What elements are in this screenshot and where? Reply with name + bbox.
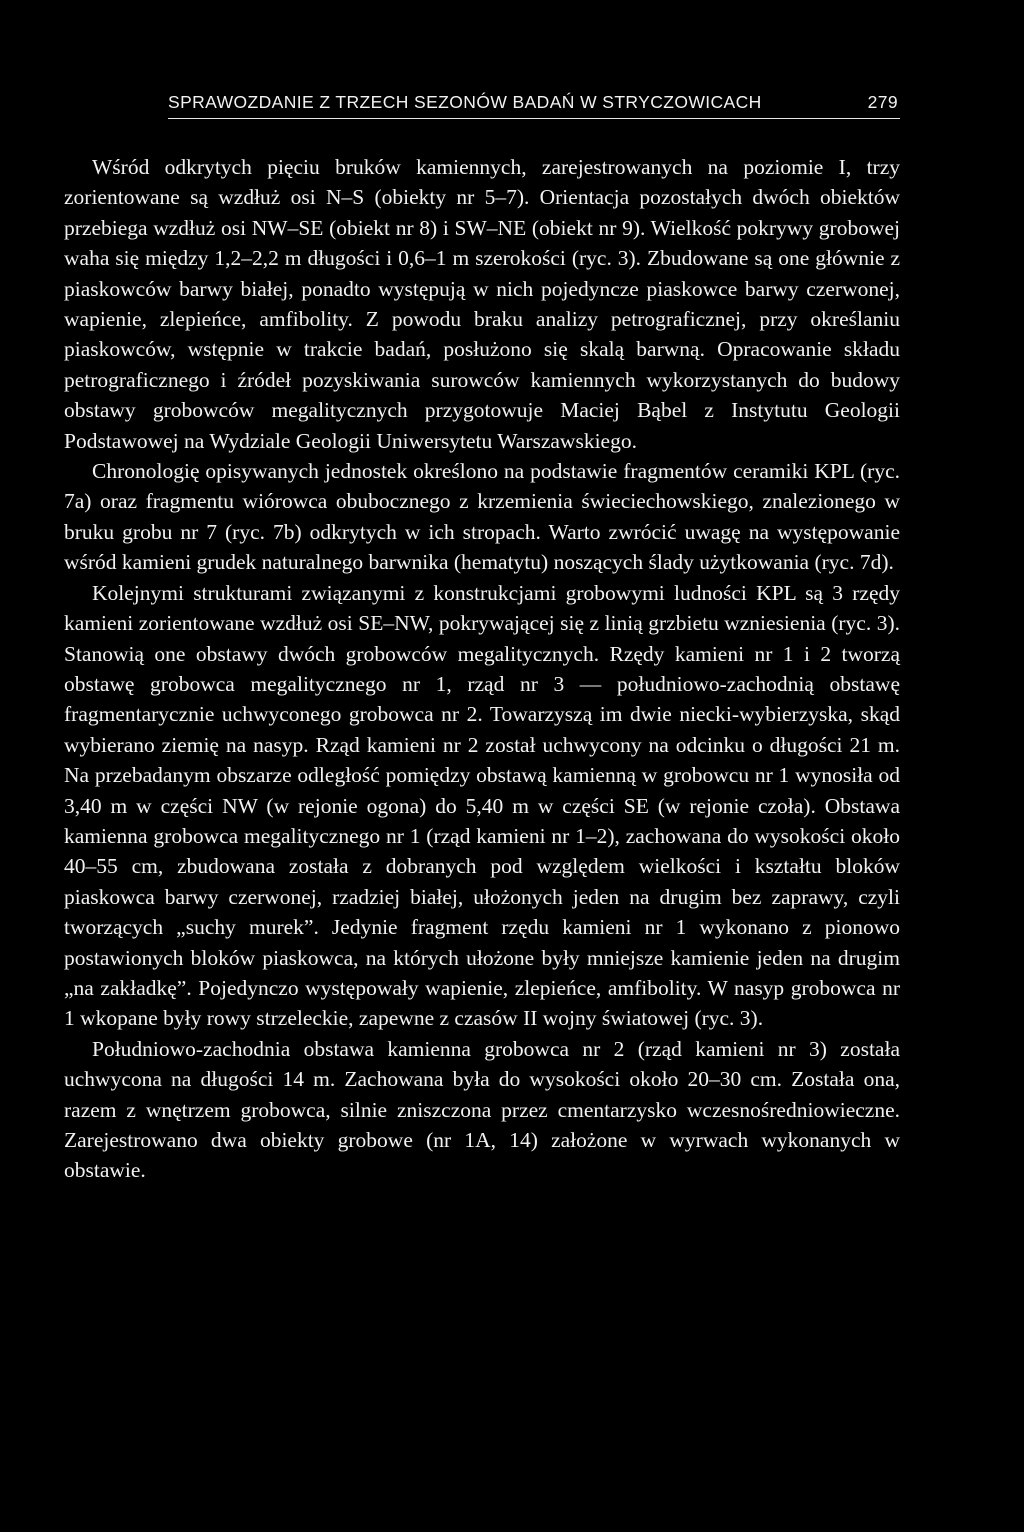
running-title: SPRAWOZDANIE Z TRZECH SEZONÓW BADAŃ W STRYCZOWICACH — [168, 92, 762, 112]
paragraph: Kolejnymi strukturami związanymi z konstrukcjami grobowymi ludności KPL są 3 rzędy kamieni zorientowane wzdłuż osi SE–NW, pokrywającej się z linią grzbietu wzniesienia (ryc. 3). Stanowią one obstawy dwóch grobowców megalitycznych. Rzędy kamieni nr 1 i 2 tworzą obstawę grobowca megalitycznego nr 1, rząd nr 3 — południowo-zachodnią obstawę fragmentarycznie uchwyconego grobowca nr 2. Towarzyszą im dwie niecki-wybierzyska, skąd wybierano ziemię na nasyp. Rząd kamieni nr 2 został uchwycony na odcinku o długości 21 m. Na przebadanym obszarze odległość pomiędzy obstawą kamienną w grobowcu nr 1 wynosiła od 3,40 m w części NW (w rejonie ogona) do 5,40 m w części SE (w rejonie czoła). Obstawa kamienna grobowca megalitycznego nr 1 (rząd kamieni nr 1–2), zachowana do wysokości około 40–55 cm, zbudowana została z dobranych pod względem wielkości i kształtu bloków piaskowca barwy czerwonej, rzadziej białej, ułożonych jeden na drugim bez zaprawy, czyli tworzących „suchy murek”. Jedynie fragment rzędu kamieni nr 1 wykonano z pionowo postawionych bloków piaskowca, na których ułożone były mniejsze kamienie jeden na drugim „na zakładkę”. Pojedynczo występowały wapienie, zlepieńce, amfibolity. W nasyp grobowca nr 1 wkopane były rowy strzeleckie, zapewne z czasów II wojny światowej (ryc. 3). — [64, 580, 900, 1031]
paragraph: Wśród odkrytych pięciu bruków kamiennych, zarejestrowanych na poziomie I, trzy zorientowane są wzdłuż osi N–S (obiekty nr 5–7). Orientacja pozostałych dwóch obiektów przebiega wzdłuż osi NW–SE (obiekt nr 8) i SW–NE (obiekt nr 9). Wielkość pokrywy grobowej waha się między 1,2–2,2 m długości i 0,6–1 m szerokości (ryc. 3). Zbudowane są one głównie z piaskowców barwy białej, ponadto występują w nich pojedyncze piaskowce barwy czerwonej, wapienie, zlepieńce, amfibolity. Z powodu braku analizy petrograficznej, przy określaniu piaskowców, wstępnie w trakcie badań, posłużono się skalą barwną. Opracowanie składu petrograficznego i źródeł pozyskiwania surowców kamiennych wykorzystanych do budowy obstawy grobowców megalitycznych przygotowuje Maciej Bąbel z Instytutu Geologii Podstawowej na Wydziale Geologii Uniwersytetu Warszawskiego. — [64, 155, 900, 453]
paragraph: Południowo-zachodnia obstawa kamienna grobowca nr 2 (rząd kamieni nr 3) została uchwycona na długości 14 m. Zachowana była do wysokości około 20–30 cm. Została ona, razem z wnętrzem grobowca, silnie zniszczona przez cmentarzysko wczesnośredniowieczne. Zarejestrowano dwa obiekty grobowe (nr 1A, 14) założone w wyrwach wykonanych w obstawie. — [64, 1036, 900, 1183]
body-text — [64, 152, 900, 1186]
page-number: 279 — [867, 92, 898, 112]
paragraph: Chronologię opisywanych jednostek określono na podstawie fragmentów ceramiki KPL (ryc. 7a) oraz fragmentu wiórowca obubocznego z krzemienia świeciechowskiego, znalezionego w bruku grobu nr 7 (ryc. 7b) odkrytych w ich stropach. Warto zwrócić uwagę na występowanie wśród kamieni grudek naturalnego barwnika (hematytu) noszących ślady użytkowania (ryc. 7d). — [64, 459, 900, 575]
running-header — [168, 92, 900, 119]
